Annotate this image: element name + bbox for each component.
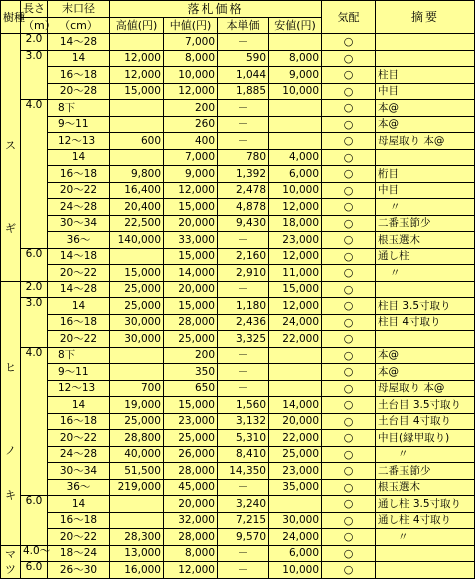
high-price-cell: 20,400 (110, 199, 164, 216)
remarks-cell: 通し柱 3.5寸取り (376, 496, 475, 513)
mid-price-cell: 200 (164, 100, 218, 117)
low-price-cell: 10,000 (269, 83, 322, 100)
table-row (1, 50, 475, 67)
high-price-cell: 219,000 (110, 479, 164, 496)
low-price-cell (269, 133, 322, 150)
mood-circle: ○ (322, 67, 376, 84)
length-cell: 4.0 (21, 347, 48, 496)
length-cell: 4.0～ (21, 545, 48, 562)
unit-price-cell: － (218, 380, 269, 397)
diameter-cell: 20～22 (48, 529, 110, 546)
low-price-cell: 12,000 (269, 248, 322, 265)
diameter-cell: 24～28 (48, 199, 110, 216)
high-price-cell: 16,000 (110, 562, 164, 579)
table-row (1, 529, 475, 546)
diameter-cell: 12～13 (48, 380, 110, 397)
mid-price-cell: 33,000 (164, 232, 218, 249)
diameter-cell: 8下 (48, 100, 110, 117)
species-char: ギ (5, 222, 16, 236)
low-price-cell: 11,000 (269, 265, 322, 282)
mood-circle: ○ (322, 562, 376, 579)
mood-circle: ○ (322, 347, 376, 364)
remarks-cell: 二番玉節少 (376, 463, 475, 480)
unit-price-header: 本単価 (218, 17, 269, 34)
mood-circle: ○ (322, 215, 376, 232)
high-price-cell: 12,000 (110, 67, 164, 84)
low-price-cell (269, 34, 322, 51)
diameter-cell: 12～13 (48, 133, 110, 150)
table-row (1, 562, 475, 579)
unit-price-cell: － (218, 562, 269, 579)
species-cell-hinoki (1, 281, 21, 545)
mood-circle: ○ (322, 248, 376, 265)
length-cell: 6.0 (21, 496, 48, 546)
low-price-cell: 12,000 (269, 298, 322, 315)
diameter-cell: 20～28 (48, 83, 110, 100)
diameter-cell: 30～34 (48, 463, 110, 480)
unit-price-cell: 3,325 (218, 331, 269, 348)
remarks-cell: 柱目 3.5寸取り (376, 298, 475, 315)
mood-circle: ○ (322, 397, 376, 414)
low-price-cell: 20,000 (269, 413, 322, 430)
mid-price-cell: 400 (164, 133, 218, 150)
mid-price-header: 中値(円) (164, 17, 218, 34)
unit-price-cell: 590 (218, 50, 269, 67)
high-price-cell (110, 364, 164, 381)
unit-price-cell: 2,910 (218, 265, 269, 282)
table-row (1, 34, 475, 51)
low-price-cell: 4,000 (269, 149, 322, 166)
low-price-cell: 25,000 (269, 446, 322, 463)
diameter-cell: 14 (48, 298, 110, 315)
mood-circle: ○ (322, 413, 376, 430)
mid-price-cell: 15,000 (164, 199, 218, 216)
low-price-cell: 23,000 (269, 463, 322, 480)
mood-circle: ○ (322, 281, 376, 298)
unit-price-cell: 2,160 (218, 248, 269, 265)
high-price-cell: 40,000 (110, 446, 164, 463)
mid-price-cell: 28,000 (164, 314, 218, 331)
high-price-cell: 28,300 (110, 529, 164, 546)
unit-price-cell: 3,132 (218, 413, 269, 430)
low-price-cell: 10,000 (269, 562, 322, 579)
low-price-cell: 24,000 (269, 529, 322, 546)
mid-price-cell: 7,000 (164, 149, 218, 166)
mid-price-cell: 650 (164, 380, 218, 397)
diameter-cell: 20～22 (48, 182, 110, 199)
low-price-cell: 8,000 (269, 50, 322, 67)
species-char: マ (5, 547, 16, 561)
diameter-cell: 20～22 (48, 331, 110, 348)
remarks-header: 摘要 (376, 1, 475, 34)
table-row (1, 479, 475, 496)
unit-price-cell: 1,392 (218, 166, 269, 183)
high-price-cell: 15,000 (110, 265, 164, 282)
diameter-cell: 16～18 (48, 512, 110, 529)
mood-circle: ○ (322, 463, 376, 480)
unit-price-cell: － (218, 100, 269, 117)
mood-circle: ○ (322, 232, 376, 249)
remarks-cell: 中目 (376, 182, 475, 199)
mid-price-cell: 7,000 (164, 34, 218, 51)
low-price-cell: 12,000 (269, 199, 322, 216)
mid-price-cell: 260 (164, 116, 218, 133)
mid-price-cell: 12,000 (164, 562, 218, 579)
unit-price-cell: 1,885 (218, 83, 269, 100)
remarks-cell: 〃 (376, 446, 475, 463)
remarks-cell: 柱目 (376, 67, 475, 84)
unit-price-cell: 4,878 (218, 199, 269, 216)
unit-price-cell: － (218, 232, 269, 249)
unit-price-cell: 9,430 (218, 215, 269, 232)
mood-circle: ○ (322, 100, 376, 117)
high-price-cell: 15,000 (110, 83, 164, 100)
unit-price-cell: － (218, 347, 269, 364)
low-price-cell: 6,000 (269, 166, 322, 183)
mid-price-cell: 9,000 (164, 166, 218, 183)
mood-circle: ○ (322, 496, 376, 513)
mood-circle: ○ (322, 50, 376, 67)
mid-price-cell: 20,000 (164, 496, 218, 513)
table-row (1, 182, 475, 199)
mood-circle: ○ (322, 149, 376, 166)
remarks-cell: 土台目 3.5寸取り (376, 397, 475, 414)
remarks-cell: 本@ (376, 116, 475, 133)
diameter-cell: 9～11 (48, 116, 110, 133)
remarks-cell: 二番玉節少 (376, 215, 475, 232)
length-cell: 3.0 (21, 50, 48, 100)
diameter-cell: 16～18 (48, 413, 110, 430)
table-row (1, 116, 475, 133)
high-price-cell: 25,000 (110, 281, 164, 298)
high-price-cell (110, 248, 164, 265)
remarks-cell (376, 149, 475, 166)
low-price-cell (269, 347, 322, 364)
remarks-cell (376, 562, 475, 579)
high-price-cell: 30,000 (110, 331, 164, 348)
mood-circle: ○ (322, 265, 376, 282)
unit-price-cell: 1,044 (218, 67, 269, 84)
low-price-cell: 15,000 (269, 281, 322, 298)
diameter-cell: 20～22 (48, 265, 110, 282)
mid-price-cell: 32,000 (164, 512, 218, 529)
remarks-cell: 〃 (376, 529, 475, 546)
mid-price-cell: 20,000 (164, 281, 218, 298)
mid-price-cell: 200 (164, 347, 218, 364)
unit-price-cell: 2,478 (218, 182, 269, 199)
unit-price-cell: 7,215 (218, 512, 269, 529)
remarks-cell: 土台目 4寸取り (376, 413, 475, 430)
mood-circle: ○ (322, 446, 376, 463)
mood-circle: ○ (322, 199, 376, 216)
diameter-cell: 14～28 (48, 34, 110, 51)
species-char: ヒ (5, 360, 16, 374)
length-header: 長さ (21, 1, 48, 18)
diameter-cell: 14 (48, 496, 110, 513)
low-price-cell (269, 380, 322, 397)
high-price-cell: 25,000 (110, 298, 164, 315)
unit-price-cell: － (218, 364, 269, 381)
low-price-cell: 6,000 (269, 545, 322, 562)
high-price-cell (110, 149, 164, 166)
remarks-cell: 中目(縁甲取り) (376, 430, 475, 447)
low-price-cell: 35,000 (269, 479, 322, 496)
remarks-cell (376, 50, 475, 67)
unit-price-cell: 2,436 (218, 314, 269, 331)
length-unit-header: （m） (21, 17, 48, 34)
high-price-cell: 700 (110, 380, 164, 397)
table-row (1, 413, 475, 430)
remarks-cell (376, 331, 475, 348)
mood-circle: ○ (322, 512, 376, 529)
diameter-cell: 20～22 (48, 430, 110, 447)
low-price-cell (269, 116, 322, 133)
mid-price-cell: 350 (164, 364, 218, 381)
low-price-cell: 14,000 (269, 397, 322, 414)
low-price-cell (269, 100, 322, 117)
unit-price-cell: 8,410 (218, 446, 269, 463)
high-price-cell (110, 34, 164, 51)
species-cell-sugi (1, 34, 21, 282)
diameter-cell: 16～18 (48, 314, 110, 331)
high-price-cell (110, 116, 164, 133)
table-row (1, 463, 475, 480)
diameter-cell: 9～11 (48, 364, 110, 381)
table-row (1, 149, 475, 166)
high-price-cell (110, 512, 164, 529)
mood-circle: ○ (322, 364, 376, 381)
table-row (1, 397, 475, 414)
unit-price-cell: 9,570 (218, 529, 269, 546)
remarks-cell (376, 34, 475, 51)
length-cell: 2.0 (21, 34, 48, 51)
diameter-cell: 24～28 (48, 446, 110, 463)
diameter-header: 末口径 (48, 1, 110, 18)
high-price-cell: 9,800 (110, 166, 164, 183)
low-price-cell: 10,000 (269, 182, 322, 199)
table-row (1, 446, 475, 463)
table-row (1, 496, 475, 513)
mood-header: 気配 (322, 1, 376, 34)
remarks-cell (376, 545, 475, 562)
high-price-cell: 600 (110, 133, 164, 150)
mid-price-cell: 20,000 (164, 215, 218, 232)
mid-price-cell: 45,000 (164, 479, 218, 496)
table-row (1, 199, 475, 216)
diameter-cell: 16～18 (48, 67, 110, 84)
remarks-cell: 本@ (376, 364, 475, 381)
diameter-cell: 14～28 (48, 281, 110, 298)
mood-circle: ○ (322, 331, 376, 348)
mid-price-cell: 25,000 (164, 331, 218, 348)
table-row (1, 100, 475, 117)
length-cell: 6.0 (21, 562, 48, 579)
diameter-cell: 14 (48, 50, 110, 67)
diameter-cell: 30～34 (48, 215, 110, 232)
mood-circle: ○ (322, 314, 376, 331)
remarks-cell (376, 281, 475, 298)
table-row (1, 248, 475, 265)
diameter-cell: 36～ (48, 479, 110, 496)
unit-price-cell: － (218, 545, 269, 562)
mid-price-cell: 14,000 (164, 265, 218, 282)
high-price-cell: 28,800 (110, 430, 164, 447)
mid-price-cell: 23,000 (164, 413, 218, 430)
table-row (1, 166, 475, 183)
unit-price-cell: 780 (218, 149, 269, 166)
table-row (1, 380, 475, 397)
low-price-cell: 30,000 (269, 512, 322, 529)
table-row (1, 133, 475, 150)
length-cell: 4.0 (21, 100, 48, 249)
mid-price-cell: 12,000 (164, 182, 218, 199)
high-price-header: 高値(円) (110, 17, 164, 34)
diameter-cell: 26～30 (48, 562, 110, 579)
length-cell: 6.0 (21, 248, 48, 281)
mid-price-cell: 26,000 (164, 446, 218, 463)
mid-price-cell: 8,000 (164, 545, 218, 562)
diameter-cell: 14 (48, 397, 110, 414)
remarks-cell: 〃 (376, 199, 475, 216)
diameter-cell: 18～24 (48, 545, 110, 562)
unit-price-cell: 5,310 (218, 430, 269, 447)
high-price-cell: 12,000 (110, 50, 164, 67)
high-price-cell (110, 100, 164, 117)
mid-price-cell: 8,000 (164, 50, 218, 67)
mid-price-cell: 15,000 (164, 397, 218, 414)
low-price-header: 安値(円) (269, 17, 322, 34)
table-row (1, 281, 475, 298)
mood-circle: ○ (322, 380, 376, 397)
unit-price-cell: － (218, 34, 269, 51)
table-row (1, 314, 475, 331)
table-row (1, 347, 475, 364)
remarks-cell: 本@ (376, 347, 475, 364)
high-price-cell: 140,000 (110, 232, 164, 249)
low-price-cell: 23,000 (269, 232, 322, 249)
species-char: キ (5, 488, 16, 502)
diameter-cell: 14 (48, 149, 110, 166)
mid-price-cell: 15,000 (164, 248, 218, 265)
high-price-cell: 13,000 (110, 545, 164, 562)
species-char: ツ (5, 562, 16, 576)
table-row (1, 232, 475, 249)
low-price-cell: 22,000 (269, 331, 322, 348)
mid-price-cell: 12,000 (164, 83, 218, 100)
remarks-cell: 母屋取り 本@ (376, 133, 475, 150)
species-header: 樹種 (1, 1, 21, 34)
remarks-cell: 根玉選木 (376, 232, 475, 249)
mood-circle: ○ (322, 529, 376, 546)
high-price-cell: 19,000 (110, 397, 164, 414)
low-price-cell: 9,000 (269, 67, 322, 84)
table-row (1, 83, 475, 100)
remarks-cell: 中目 (376, 83, 475, 100)
table-row (1, 331, 475, 348)
table-row (1, 512, 475, 529)
high-price-cell: 51,500 (110, 463, 164, 480)
unit-price-cell: － (218, 133, 269, 150)
mood-circle: ○ (322, 182, 376, 199)
high-price-cell (110, 347, 164, 364)
remarks-cell: 根玉選木 (376, 479, 475, 496)
high-price-cell: 22,500 (110, 215, 164, 232)
unit-price-cell: － (218, 116, 269, 133)
species-cell-matsu (1, 545, 21, 578)
mood-circle: ○ (322, 133, 376, 150)
table-row (1, 364, 475, 381)
remarks-cell: 〃 (376, 265, 475, 282)
low-price-cell: 18,000 (269, 215, 322, 232)
mid-price-cell: 28,000 (164, 463, 218, 480)
remarks-cell: 柱目 4寸取り (376, 314, 475, 331)
unit-price-cell: 3,240 (218, 496, 269, 513)
remarks-cell: 本@ (376, 100, 475, 117)
high-price-cell: 25,000 (110, 413, 164, 430)
length-cell: 2.0 (21, 281, 48, 298)
mood-circle: ○ (322, 545, 376, 562)
remarks-cell: 通し柱 (376, 248, 475, 265)
diameter-unit-header: （cm） (48, 17, 110, 34)
mid-price-cell: 25,000 (164, 430, 218, 447)
species-char: ノ (5, 443, 16, 457)
mood-circle: ○ (322, 116, 376, 133)
high-price-cell: 16,400 (110, 182, 164, 199)
unit-price-cell: 1,180 (218, 298, 269, 315)
remarks-cell: 母屋取り 本@ (376, 380, 475, 397)
mid-price-cell: 15,000 (164, 298, 218, 315)
diameter-cell: 14～18 (48, 248, 110, 265)
remarks-cell: 通し柱 4寸取り (376, 512, 475, 529)
diameter-cell: 36～ (48, 232, 110, 249)
low-price-cell: 22,000 (269, 430, 322, 447)
mood-circle: ○ (322, 479, 376, 496)
length-cell: 3.0 (21, 298, 48, 348)
low-price-cell (269, 364, 322, 381)
mood-circle: ○ (322, 430, 376, 447)
remarks-cell: 桁目 (376, 166, 475, 183)
mood-circle: ○ (322, 34, 376, 51)
mid-price-cell: 10,000 (164, 67, 218, 84)
unit-price-cell: 14,350 (218, 463, 269, 480)
price-group-header: 落札価格 (110, 1, 322, 18)
species-char: ス (5, 139, 16, 153)
diameter-cell: 16～18 (48, 166, 110, 183)
table-row (1, 545, 475, 562)
table-row (1, 265, 475, 282)
table-row (1, 430, 475, 447)
mood-circle: ○ (322, 298, 376, 315)
table-row (1, 67, 475, 84)
mood-circle: ○ (322, 166, 376, 183)
table-row (1, 298, 475, 315)
mid-price-cell: 28,000 (164, 529, 218, 546)
diameter-cell: 8下 (48, 347, 110, 364)
mood-circle: ○ (322, 83, 376, 100)
unit-price-cell: － (218, 479, 269, 496)
high-price-cell: 30,000 (110, 314, 164, 331)
unit-price-cell: － (218, 281, 269, 298)
table-row (1, 215, 475, 232)
low-price-cell (269, 496, 322, 513)
unit-price-cell: 1,560 (218, 397, 269, 414)
low-price-cell: 24,000 (269, 314, 322, 331)
high-price-cell (110, 496, 164, 513)
